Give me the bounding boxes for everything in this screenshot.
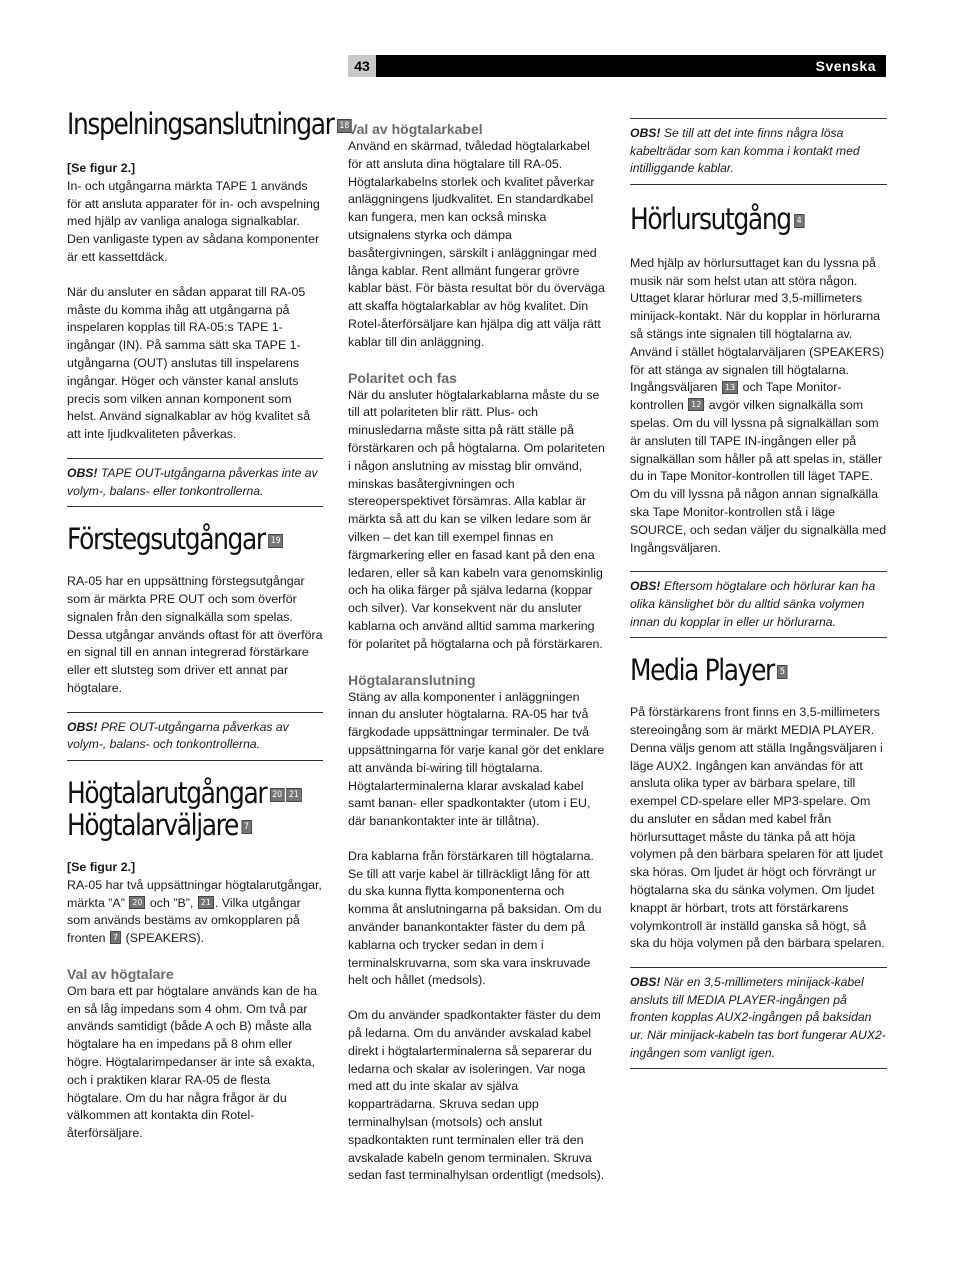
note-box: OBS! Eftersom högtalare och hörlurar kan ha olika känslighet bör du alltid sänka volymen innan du kopplar in eller ur hörlurarna. <box>630 571 887 638</box>
ref-badge: 21 <box>286 788 301 802</box>
ref-badge: 7 <box>110 931 121 944</box>
language-label: Svenska <box>815 58 876 74</box>
subheading-hogtalaranslutning: Högtalaranslutning <box>348 671 476 688</box>
figure-ref: [Se figur 2.] <box>67 161 136 175</box>
column-middle <box>348 120 605 1185</box>
ref-badge: 4 <box>794 214 804 228</box>
paragraph: Om bara ett par högtalare används kan de ha en så låg impedans som 4 ohm. Om två par används samtidigt (både A och B) måste alla högtalare ha en impedans på 8 ohm eller högre. Högtalarimpedanser är inte så exakta, och i praktiken klarar RA-05 de flesta högtalare. Om du har några frågor är du välkommen att kontakta din Rotel-återförsäljare. <box>67 983 318 1141</box>
page-number: 43 <box>348 55 376 77</box>
note-box: OBS! PRE OUT-utgångarna påverkas av volym-, balans- och tonkontrollerna. <box>67 712 323 761</box>
ref-badge: 19 <box>268 534 283 548</box>
paragraph: RA-05 har två uppsättningar högtalarutgångar, märkta ”A” 20 och ”B”, 21 . Vilka utgångar som används bestäms av omkopplaren på fronten 7 (SPEAKERS). <box>67 877 322 946</box>
page-header-bar <box>348 55 886 77</box>
heading-inspelningsanslutningar: Inspelningsanslutningar 18 <box>67 108 287 140</box>
ref-badge: 7 <box>241 820 251 834</box>
ref-badge: 20 <box>129 896 145 909</box>
ref-badge: 13 <box>722 381 738 394</box>
ref-badge: 12 <box>688 398 704 411</box>
heading-hogtalarvaljare: Högtalarväljare 7 <box>67 809 287 841</box>
paragraph: Om du använder spadkontakter fäster du dem på ledarna. Om du använder avskalad kabel direkt i högtalarterminalerna så separerar du ledarna och skalar av isoleringen. Var noga med att du inte skalar av själva kopparträdarna. Skruva sedan upp terminalhylsan (motsols) och anslut spadkontakten runt terminalen eller trä den avskalade kabeln genom terminalen. Skruva sedan fast terminalhylsan ordentligt (medsols). <box>348 1008 605 1183</box>
ref-badge: 18 <box>337 119 352 133</box>
heading-horlursutgang: Hörlursutgång 4 <box>630 203 851 235</box>
note-box: OBS! Se till att det inte finns några lösa kabelträdar som kan komma i kontakt med intilliggande kablar. <box>630 118 887 185</box>
note-box: OBS! TAPE OUT-utgångarna påverkas inte av volym-, balans- eller tonkontrollerna. <box>67 458 323 507</box>
note-box: OBS! När en 3,5-millimeters minijack-kabel ansluts till MEDIA PLAYER-ingången på fronten kopplas AUX2-ingången på baksidan ur. När minijack-kabeln tas bort fungerar AUX2-ingången som vanligt igen. <box>630 967 887 1069</box>
paragraph: Stäng av alla komponenter i anläggningen innan du ansluter högtalarna. RA-05 har två färgkodade uppsättningar terminaler. De två uppsättningarna för varje kanal gör det enklare att använda bi-wiring till högtalarna. Högtalarterminalerna klarar avskalad kabel samt banan- eller spadkontakter (utom i EU, där banankontakter inte är tillåtna). <box>348 689 605 829</box>
heading-hogtalarutgangar: Högtalarutgångar 20 21 <box>67 777 287 809</box>
ref-badge: 20 <box>270 788 285 802</box>
paragraph: RA-05 har en uppsättning förstegsutgångar som är märkta PRE OUT och som överför signalen från den signalkälla som spelas. Dessa utgångar används oftast för att överföra en signal till en annan integrerad förstärkare eller ett slutsteg som driver ett annat par högtalare. <box>67 574 323 695</box>
column-left <box>67 107 350 1143</box>
ref-badge: 5 <box>777 665 787 679</box>
heading-media-player: Media Player 5 <box>630 654 851 686</box>
paragraph: På förstärkarens front finns en 3,5-millimeters stereoingång som är märkt MEDIA PLAYER. Denna väljs genom att ställa Ingångsväljaren i läge AUX2. Ingången kan användas för att ansluta olika typer av bärbara spelare, till exempel CD-spelare eller MP3-spelare. Om du ansluter en sådan med kabel från hörlursuttaget måste du tänka på att höja volymen på den bärbara spelaren för att ljudet ska höras. Om ljudet är högt och förvrängt ur högtalarna ska du sänka volymen. Om ljudet knappt är hörbart, trots att förstärkarens volymkontroll är inställd ganska så högt, så ska du höja volymen på den bärbara spelaren. <box>630 705 885 951</box>
subheading-val-av-hogtalarkabel: Val av högtalarkabel <box>348 121 483 137</box>
paragraph: In- och utgångarna märkta TAPE 1 används för att ansluta apparater för in- och avspelning med hjälp av vanliga analoga signalkablar. Den vanligaste typen av sådana komponenter är ett kassettdäck. <box>67 178 320 264</box>
heading-forstegsutgangar: Förstegsutgångar 19 <box>67 523 287 555</box>
figure-ref: [Se figur 2.] <box>67 859 136 874</box>
column-right <box>630 118 887 1069</box>
subheading-val-av-hogtalare: Val av högtalare <box>67 965 174 982</box>
paragraph: När du ansluter en sådan apparat till RA-05 måste du komma ihåg att utgångarna på inspelaren kopplas till RA-05:s TAPE 1-ingångar (IN). På samma sätt ska TAPE 1-utgångarna (OUT) anslutas till inspelarens ingångar. Höger och vänster kanal ansluts precis som vilken annan komponent som helst. Använd signalkablar av hög kvalitet så att inte ljudkvaliteten påverkas. <box>67 284 311 442</box>
paragraph: Med hjälp av hörlursuttaget kan du lyssna på musik när som helst utan att störa någon. Uttaget klarar hörlurar med 3,5-millimeters minijack-kontakt. När du kopplar in hörlurarna så stängs inte signalen till högtalarna av. Använd i stället högtalarväljaren (SPEAKERS) för att stänga av signalen till högtalarna. Ingångsväljaren 13 och Tape Monitor-kontrollen 12 avgör vilken signalkälla som spelas. Om du vill lyssna på signalkällan som är ansluten till TAPE IN-ingången eller på signalkällan som håller på att spelas in, ställer du in Tape Monitor-kontrollen till läget TAPE. Om du vill lyssna på någon annan signalkälla ska Tape Monitor-kontrollen stå i läge SOURCE, och sedan väljer du signalkälla med Ingångsväljaren. <box>630 255 887 555</box>
paragraph: Använd en skärmad, tvåledad högtalarkabel för att ansluta dina högtalare till RA-05. Högtalarkabelns storlek och kvalitet påverkar anläggningens ljudkvalitet. En standardkabel kan fungera, men kan också minska utsignalens styrka och dämpa basåtergivningen, särskilt i anläggningar med långa kablar. Rent allmänt fungerar grövre kablar bäst. För bästa resultat bör du överväga att skaffa högtalarkablar av hög kvalitet. Din Rotel-återförsäljare kan hjälpa dig att välja rätt kablar till din anläggning. <box>348 139 605 349</box>
ref-badge: 21 <box>198 896 214 909</box>
subheading-polaritet-och-fas: Polaritet och fas <box>348 369 457 386</box>
paragraph: Dra kablarna från förstärkaren till högtalarna. Se till att varje kabel är tillräckligt lång för att du ska kunna flytta komponenterna och komma åt anslutningarna på baksidan. Om du använder banankontakter fäster du dem på kablarna och trycker sedan in dem i terminalskruvarna, som ska vara inskruvade helt och hållet (medsols). <box>348 848 602 988</box>
paragraph: När du ansluter högtalarkablarna måste du se till att polariteten blir rätt. Plus- och minusledarna måste sitta på rätt ställe på förstärkaren och på högtalarna. Om polariteten i någon anslutning av misstag blir omvänd, minskas basåtergivningen och stereoperspektivet försämras. Alla kablar är märkta så att du kan se vilken ledare som är vilken – det kan till exempel finnas en färgmarkering eller en fasad kant på den ena ledaren, eller så kan kabeln vara genomskinlig och ha olika färger på själva ledarna (koppar och silver). Var konsekvent när du ansluter kablarna och använd alltid samma markering för polaritet på högtalarna och på förstärkaren. <box>348 387 605 651</box>
